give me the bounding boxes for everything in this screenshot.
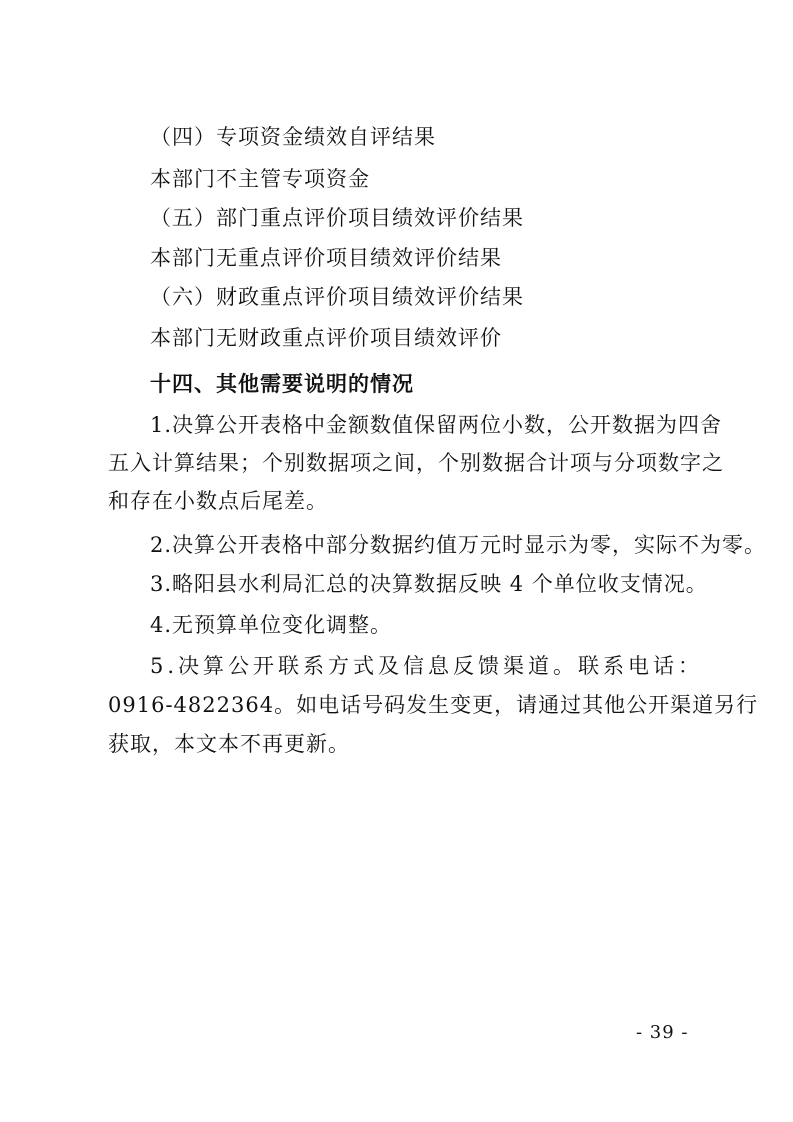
section-four-heading: （四）专项资金绩效自评结果 [150, 125, 436, 149]
section-five-heading: （五）部门重点评价项目绩效评价结果 [150, 206, 524, 230]
section-fourteen-heading: 十四、其他需要说明的情况 [150, 372, 414, 396]
item-1-line-1: 1.决算公开表格中金额数值保留两位小数，公开数据为四舍 [150, 413, 723, 437]
item-1-line-3: 和存在小数点后尾差。 [108, 489, 328, 513]
section-six-heading: （六）财政重点评价项目绩效评价结果 [150, 285, 524, 309]
item-2: 2.决算公开表格中部分数据约值万元时显示为零，实际不为零。 [150, 533, 767, 557]
item-5-line-1: 5.决算公开联系方式及信息反馈渠道。联系电话： [150, 654, 704, 678]
item-5-line-2: 0916-4822364。如电话号码发生变更，请通过其他公开渠道另行 [108, 693, 759, 717]
page-number: - 39 - [636, 1022, 689, 1043]
item-4: 4.无预算单位变化调整。 [150, 613, 393, 637]
section-four-body: 本部门不主管专项资金 [150, 167, 370, 191]
item-5-line-3: 获取，本文本不再更新。 [108, 732, 350, 756]
section-six-body: 本部门无财政重点评价项目绩效评价 [150, 326, 502, 350]
section-five-body: 本部门无重点评价项目绩效评价结果 [150, 246, 502, 270]
item-1-line-2: 五入计算结果；个别数据项之间，个别数据合计项与分项数字之 [108, 451, 724, 475]
item-3: 3.略阳县水利局汇总的决算数据反映 4 个单位收支情况。 [150, 572, 708, 596]
